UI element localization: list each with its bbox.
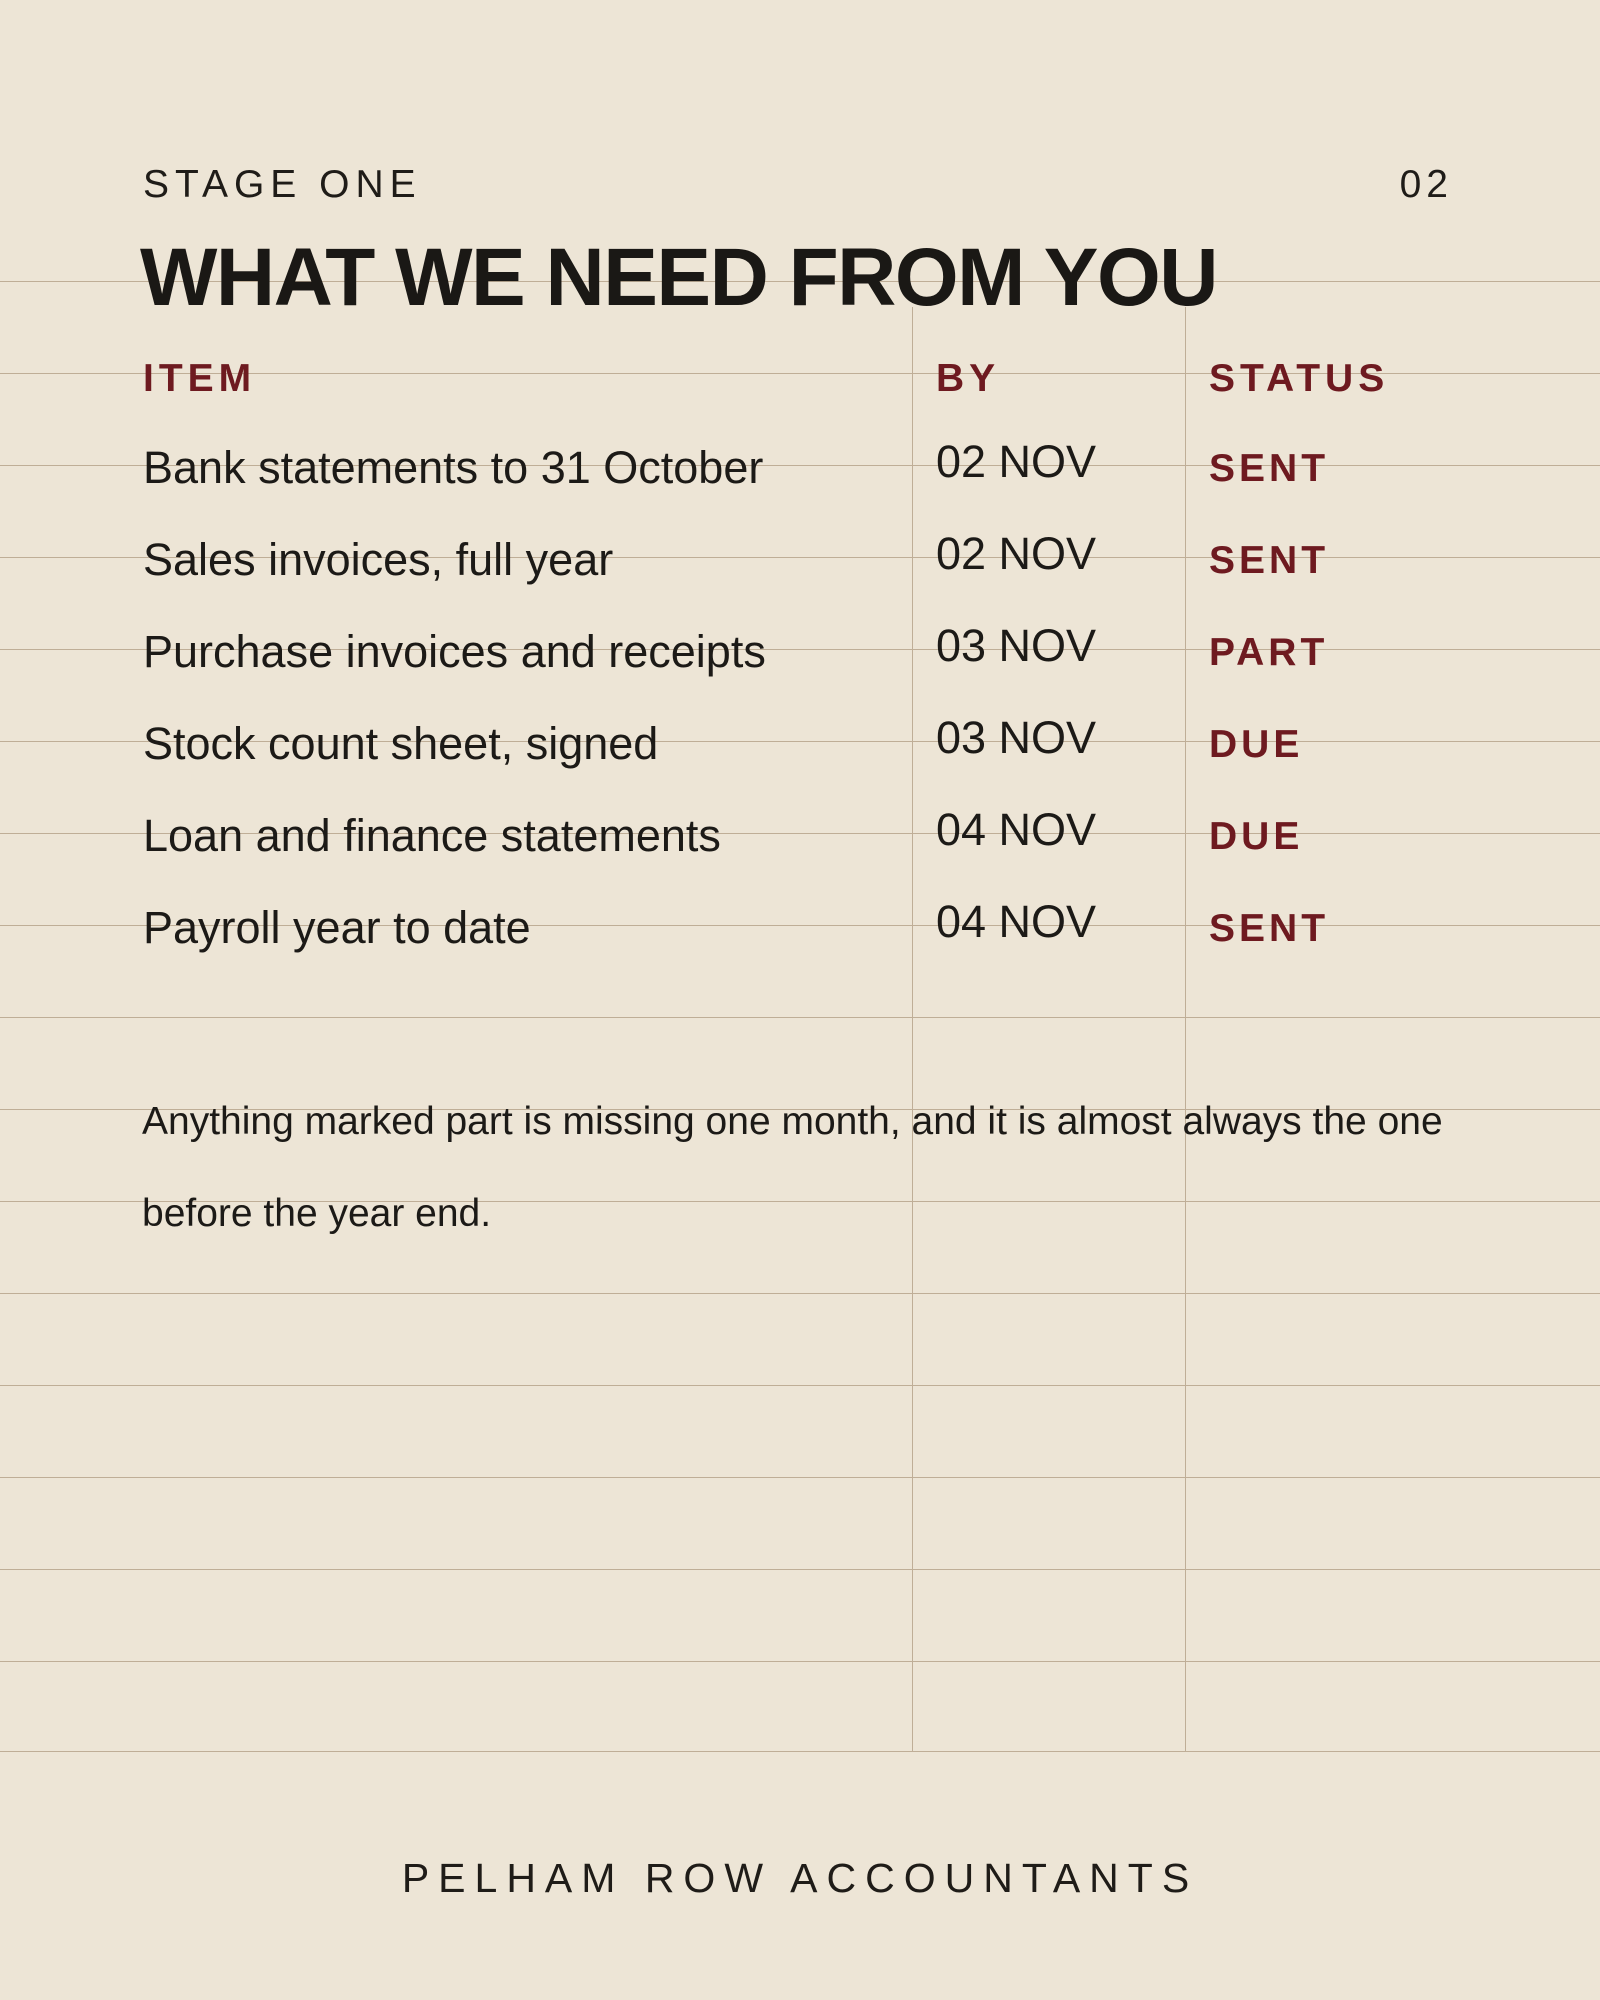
item-due-date: 02 NOV: [936, 528, 1097, 579]
status-badge: SENT: [1209, 447, 1330, 490]
item-due-date: 03 NOV: [936, 712, 1097, 763]
status-badge: PART: [1209, 631, 1329, 674]
column-header-status: STATUS: [1209, 357, 1390, 400]
rule-line: [0, 1569, 1600, 1570]
item-name: Loan and finance statements: [143, 810, 721, 861]
item-name: Sales invoices, full year: [143, 534, 614, 585]
page-title: WHAT WE NEED FROM YOU: [140, 232, 1217, 323]
page-number: 02: [1399, 163, 1453, 206]
firm-name-footer: PELHAM ROW ACCOUNTANTS: [401, 1855, 1199, 1901]
rule-line: [0, 1293, 1600, 1294]
item-due-date: 03 NOV: [936, 620, 1097, 671]
rule-line: [0, 1385, 1600, 1386]
stage-label: STAGE ONE: [143, 163, 422, 206]
column-divider: [1185, 307, 1186, 1751]
rule-line: [0, 1751, 1600, 1752]
item-name: Stock count sheet, signed: [143, 718, 659, 769]
item-name: Payroll year to date: [143, 902, 531, 953]
status-badge: SENT: [1209, 907, 1330, 950]
rule-line: [0, 1017, 1600, 1018]
column-divider: [912, 307, 913, 1751]
explanatory-note: Anything marked part is missing one month, and it is almost always the one before the year end.: [142, 1100, 1443, 1235]
item-name: Bank statements to 31 October: [143, 442, 764, 493]
status-badge: SENT: [1209, 539, 1330, 582]
rule-line: [0, 1477, 1600, 1478]
status-badge: DUE: [1209, 723, 1304, 766]
item-due-date: 02 NOV: [936, 436, 1097, 487]
item-name: Purchase invoices and receipts: [143, 626, 766, 677]
column-header-by: BY: [936, 357, 1001, 400]
rule-line: [0, 1661, 1600, 1662]
status-badge: DUE: [1209, 815, 1304, 858]
item-due-date: 04 NOV: [936, 896, 1097, 947]
column-header-item: ITEM: [143, 357, 257, 400]
item-due-date: 04 NOV: [936, 804, 1097, 855]
